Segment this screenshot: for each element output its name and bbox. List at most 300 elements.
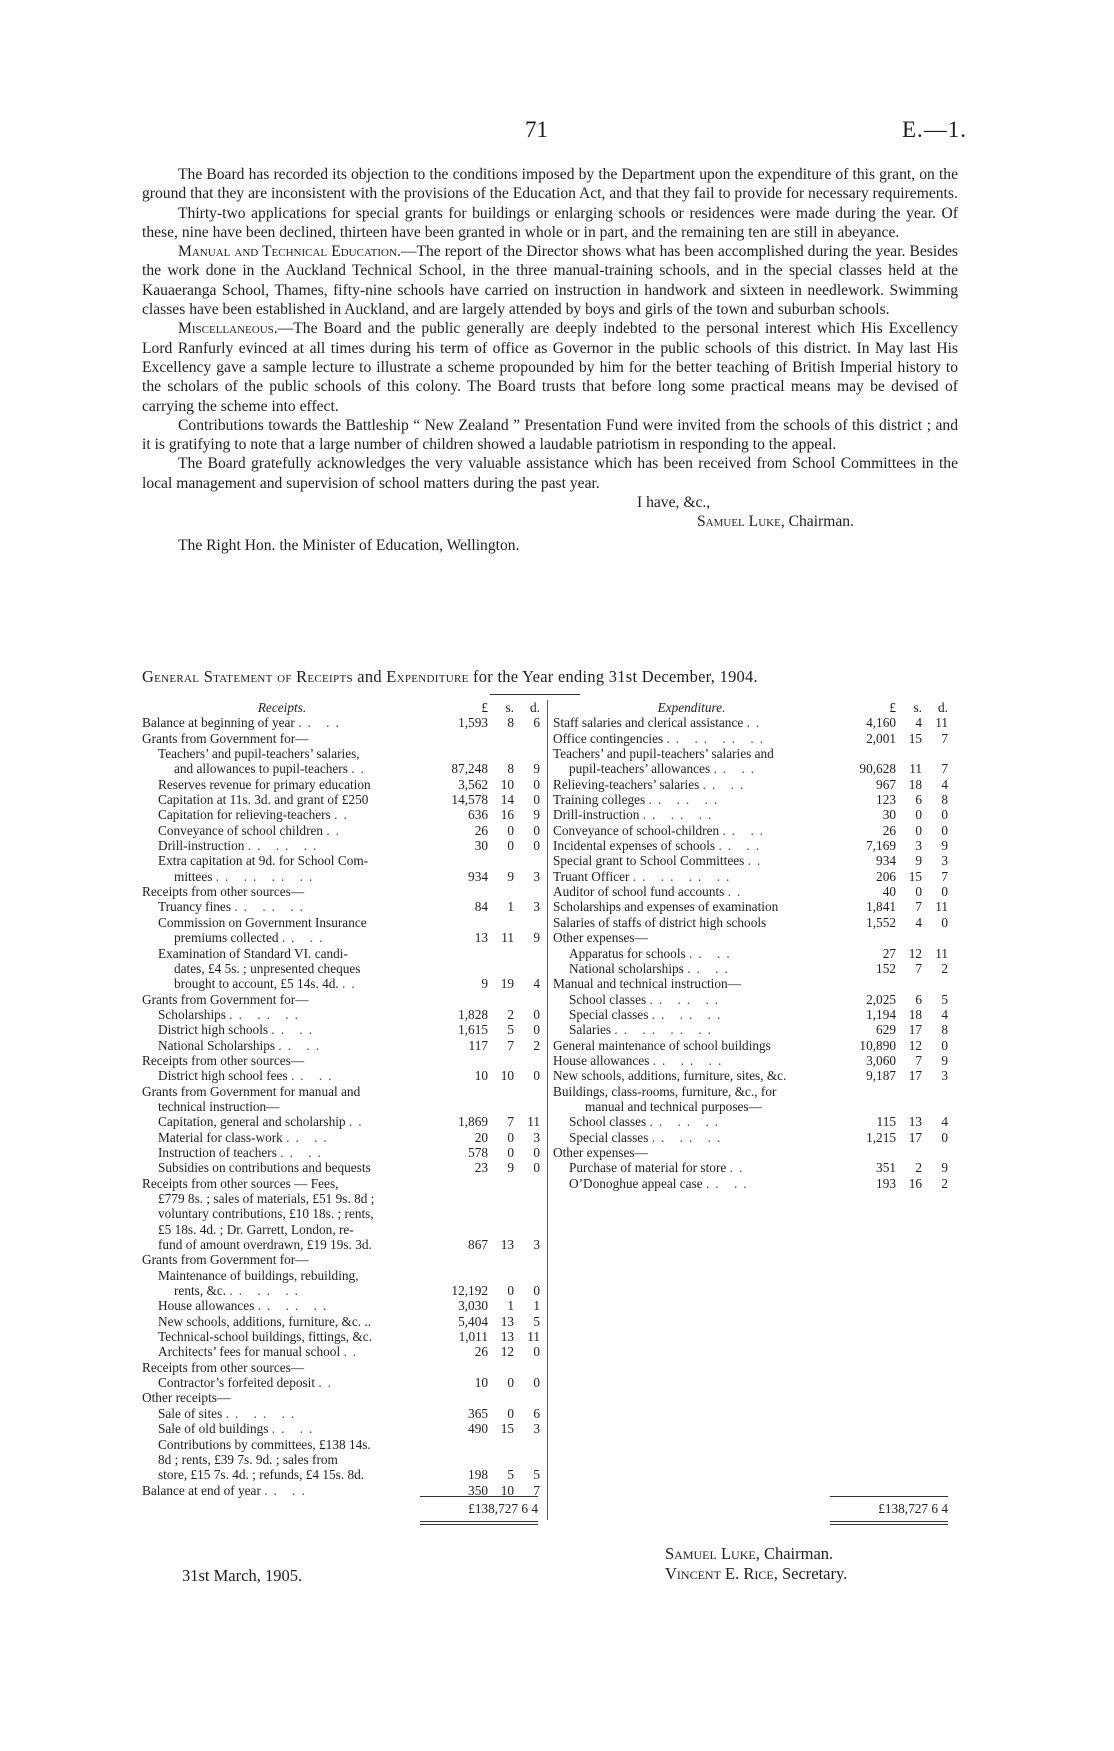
expenditure-shillings: 15 [908, 730, 922, 746]
expenditure-label-text: New schools, additions, furniture, sites, &c. [553, 1068, 787, 1084]
receipt-amount [422, 1421, 540, 1436]
expenditure-leader-dots: .. .. .. [651, 1129, 727, 1145]
expenditure-label [553, 930, 830, 945]
receipt-label [142, 1360, 422, 1375]
receipt-row [142, 1007, 540, 1022]
expenditure-pence: 4 [941, 1006, 948, 1022]
expenditure-pounds: 27 [882, 945, 896, 961]
receipt-label-text: mittees [174, 868, 213, 884]
receipt-leader-dots: .. .. [271, 1022, 319, 1038]
report-body [142, 165, 958, 555]
expenditure-row [553, 1145, 948, 1160]
receipt-label-text: Capitation for relieving-teachers [158, 807, 331, 823]
expenditure-leader-dots: .. [747, 853, 767, 869]
receipt-pounds: 12,192 [451, 1283, 488, 1299]
closing-have: I have, &c., [637, 494, 711, 512]
expenditure-shillings: 17 [908, 1022, 922, 1038]
receipt-row [142, 1406, 540, 1421]
expenditure-amount [830, 1160, 948, 1175]
receipt-label-text: Receipts from other sources — Fees, [142, 1175, 339, 1191]
receipt-pence: 2 [533, 1037, 540, 1053]
expenditure-label-text: National scholarships [569, 960, 684, 976]
expenditure-label-text: Apparatus for schools [569, 945, 686, 961]
expenditure-amount [830, 700, 948, 715]
receipt-row [142, 1222, 540, 1237]
receipt-label [142, 1283, 422, 1298]
receipt-shillings: 15 [500, 1421, 514, 1437]
receipt-row [142, 1375, 540, 1390]
receipt-label-text: Technical-school buildings, fittings, &c. [158, 1329, 372, 1345]
expenditure-shillings: 0 [915, 807, 922, 823]
receipt-row [142, 1038, 540, 1053]
receipt-pence: 0 [533, 792, 540, 808]
receipt-row [142, 961, 540, 976]
receipt-pence: 0 [533, 822, 540, 838]
receipt-row [142, 1268, 540, 1283]
receipt-label [142, 715, 422, 730]
receipt-label [142, 1483, 422, 1498]
expenditure-pounds: £ [889, 700, 896, 715]
receipts-total-value: £138,727 6 4 [468, 1501, 538, 1516]
document-reference: E.—1. [902, 117, 968, 142]
receipt-shillings: 9 [507, 868, 514, 884]
receipt-row [142, 838, 540, 853]
receipt-pounds: 9 [481, 976, 488, 992]
receipt-label-text: Grants from Government for manual and [142, 1083, 361, 1099]
receipt-pounds: 117 [468, 1037, 488, 1053]
expenditure-row [553, 1099, 948, 1114]
receipt-leader-dots: .. .. [286, 1129, 333, 1145]
receipt-pence: 5 [533, 1313, 540, 1329]
receipt-row [142, 976, 540, 991]
expenditure-amount [830, 792, 948, 807]
receipt-pounds: 1,869 [458, 1114, 488, 1130]
expenditure-label [553, 961, 830, 976]
receipt-label [142, 1298, 422, 1313]
expenditure-row [553, 823, 948, 838]
receipt-pounds: 5,404 [458, 1313, 488, 1329]
receipt-label [142, 761, 422, 776]
expenditure-label-text: Special classes [569, 1129, 649, 1145]
expenditure-row [553, 1007, 948, 1022]
receipt-shillings: 8 [507, 761, 514, 777]
receipt-pence: 0 [533, 1283, 540, 1299]
expenditure-row [553, 946, 948, 961]
expenditure-label [553, 807, 830, 822]
expenditure-label [553, 1068, 830, 1083]
expenditure-pence: 7 [941, 761, 948, 777]
receipt-label-text: Drill-instruction [158, 838, 245, 854]
expenditure-row [553, 930, 948, 945]
expenditure-pence: 11 [935, 945, 948, 961]
expenditure-label [553, 838, 830, 853]
receipt-leader-dots: .. .. .. [234, 899, 309, 915]
receipt-label [142, 1160, 422, 1175]
receipt-label [142, 915, 422, 930]
expenditure-row [553, 761, 948, 776]
receipt-amount [422, 777, 540, 792]
receipt-pence: 6 [533, 715, 540, 731]
receipt-shillings: 16 [500, 807, 514, 823]
expenditure-amount [830, 1007, 948, 1022]
receipt-leader-dots: .. .. [290, 1068, 338, 1084]
expenditure-leader-dots: .. [727, 884, 747, 900]
expenditure-shillings: 4 [915, 715, 922, 731]
expenditure-row [553, 961, 948, 976]
expenditure-pounds: 3,060 [866, 1052, 896, 1068]
paragraph-committees: The Board gratefully acknowledges the very valuable assistance which has been received from School Committees in the local management and supervision of school matters during the past year. [142, 455, 958, 492]
expenditure-amount [830, 1053, 948, 1068]
receipt-amount [422, 1467, 540, 1482]
receipt-shillings: 0 [507, 822, 514, 838]
receipt-pounds: 490 [468, 1421, 488, 1437]
expenditure-shillings: 17 [908, 1129, 922, 1145]
receipt-leader-dots: .. [343, 1344, 363, 1360]
receipt-label-text: £779 8s. ; sales of materials, £51 9s. 8d ; [158, 1191, 375, 1206]
receipt-row [142, 899, 540, 914]
expenditure-row [553, 777, 948, 792]
expenditure-row [553, 792, 948, 807]
receipt-leader-dots: .. [348, 1114, 368, 1130]
expenditure-row [553, 869, 948, 884]
receipt-pence: 9 [533, 930, 540, 946]
receipt-row [142, 1176, 540, 1191]
receipt-pence: 0 [533, 838, 540, 854]
receipt-label [142, 838, 422, 853]
receipt-label [142, 1099, 422, 1114]
receipt-row [142, 715, 540, 730]
expenditure-label-text: Manual and technical instruction— [553, 976, 741, 992]
expenditure-leader-dots: .. .. [705, 1175, 753, 1191]
expenditure-label-text: Scholarships and expenses of examination [553, 899, 779, 915]
expenditure-leader-dots: .. [746, 715, 766, 731]
receipt-row [142, 1437, 540, 1452]
expenditure-leader-dots: .. .. .. .. [632, 868, 736, 884]
expenditure-row [553, 1130, 948, 1145]
receipt-label-text: Material for class-work [158, 1129, 283, 1145]
receipt-row [142, 1452, 540, 1467]
closing-signature [142, 512, 958, 531]
receipt-row [142, 1191, 540, 1206]
expenditure-row [553, 1068, 948, 1083]
receipt-shillings: s. [505, 700, 514, 715]
expenditure-row [553, 976, 948, 991]
paragraph-misc [142, 319, 958, 415]
receipt-pence: 0 [533, 1375, 540, 1391]
paragraph-battleship: Contributions towards the Battleship “ New Zealand ” Presentation Fund were invited from the schools of this district ; and it is gratifying to note that a large number of children showed a laudable patriotism in responding to the appeal. [142, 416, 958, 454]
expenditure-shillings: 17 [908, 1068, 922, 1084]
receipt-label [142, 1222, 422, 1237]
receipt-shillings: 9 [507, 1160, 514, 1176]
receipt-row [142, 1467, 540, 1482]
expenditure-shillings: 13 [908, 1114, 922, 1130]
receipt-pence: 0 [533, 1068, 540, 1084]
expenditure-amount [830, 1114, 948, 1129]
receipt-label [142, 1406, 422, 1421]
misc-heading: Miscellaneous. [178, 320, 278, 338]
expenditure-label [553, 700, 830, 715]
receipt-row [142, 746, 540, 761]
receipt-label-text: rents, &c. [174, 1283, 227, 1299]
receipt-pounds: 10 [474, 1375, 488, 1391]
receipt-row [142, 1252, 540, 1267]
report-date: 31st March, 1905. [182, 1566, 303, 1585]
receipt-label [142, 1268, 422, 1283]
receipt-label [142, 992, 422, 1007]
receipt-label-text: 8d ; rents, £39 7s. 9d. ; sales from [158, 1451, 338, 1467]
expenditure-label-text: Conveyance of school-children [553, 822, 720, 838]
expenditure-label [553, 731, 830, 746]
manual-text: —The report of the Director shows what has been accomplished during the year. Besides the work done in the Auckland Technical School, in the three manual-training schools, and in the special classes held at the Kauaeranga School, Thames, fifty-nine schools have carried on instruction in handwork and sixteen in needlework. Swimming classes have been established in Auckland, and are largely attended by boys and girls of the town and suburban schools. [142, 243, 958, 319]
expenditure-leader-dots: .. .. [702, 776, 750, 792]
closing-addressee: The Right Hon. the Minister of Education, Wellington. [178, 536, 520, 554]
expenditure-pounds: 1,215 [866, 1129, 896, 1145]
receipt-row [142, 1084, 540, 1099]
receipt-label [142, 792, 422, 807]
receipt-pence: 9 [533, 807, 540, 823]
expenditure-label-text: Other expenses— [553, 930, 648, 946]
expenditure-pence: 8 [941, 1022, 948, 1038]
receipt-shillings: 12 [500, 1344, 514, 1360]
receipt-pounds: 26 [474, 1344, 488, 1360]
receipt-leader-dots: .. .. .. [257, 1298, 333, 1314]
expenditure-row [553, 915, 948, 930]
expenditure-pounds: 152 [876, 960, 896, 976]
receipt-amount [422, 1130, 540, 1145]
expenditure-leader-dots: .. .. .. [652, 1052, 728, 1068]
receipt-header-row [142, 700, 540, 715]
receipt-pounds: 84 [474, 899, 488, 915]
expenditure-pounds: 934 [876, 853, 896, 869]
receipt-label [142, 746, 422, 761]
receipt-label [142, 731, 422, 746]
expenditure-pounds: 2,025 [866, 991, 896, 1007]
footer-secretary-role: , Secretary. [773, 1564, 848, 1583]
receipt-label [142, 1191, 422, 1206]
receipt-pence: 3 [533, 1129, 540, 1145]
expenditure-pence: 0 [941, 807, 948, 823]
expenditure-pence: d. [938, 700, 948, 715]
expenditure-label [553, 1114, 830, 1129]
expenditure-shillings: s. [913, 700, 922, 715]
receipt-shillings: 1 [507, 899, 514, 915]
receipt-pounds: 87,248 [451, 761, 488, 777]
receipt-shillings: 0 [507, 838, 514, 854]
receipt-shillings: 10 [500, 1482, 514, 1498]
expenditure-amount [830, 1176, 948, 1191]
expenditure-label-text: Buildings, class-rooms, furniture, &c., for [553, 1083, 777, 1099]
receipt-amount [422, 1038, 540, 1053]
expenditure-pence: 4 [941, 1114, 948, 1130]
receipt-pence: 9 [533, 761, 540, 777]
receipt-label-text: Grants from Government for— [142, 1252, 309, 1268]
receipt-shillings: 7 [507, 1037, 514, 1053]
paragraph-applications: Thirty-two applications for special grants for buildings or enlarging schools or residences were made during the year. Of these, nine have been declined, thirteen have been granted in whole or in part, and the remaining ten are still in abeyance. [142, 204, 958, 241]
receipt-pounds: 934 [468, 868, 488, 884]
page-number: 71 [525, 117, 548, 142]
expenditure-leader-dots: .. .. .. [649, 991, 725, 1007]
receipt-row [142, 1390, 540, 1405]
receipt-shillings: 13 [500, 1237, 514, 1253]
receipt-shillings: 5 [507, 1467, 514, 1483]
receipt-amount [422, 1068, 540, 1083]
receipt-amount [422, 715, 540, 730]
receipt-row [142, 1298, 540, 1313]
expenditure-pounds: 2,001 [866, 730, 896, 746]
receipt-label-text: Instruction of teachers [158, 1144, 277, 1160]
receipt-label-text: Other receipts— [142, 1390, 231, 1406]
statement-title-rest: for the Year ending 31st December, 1904. [468, 667, 758, 686]
expenditure-total-value: £138,727 6 4 [878, 1501, 948, 1516]
receipt-row [142, 946, 540, 961]
expenditure-leader-dots: .. .. [713, 761, 761, 777]
receipt-label [142, 1053, 422, 1068]
statement-title [142, 667, 972, 687]
receipt-label [142, 823, 422, 838]
expenditure-label-text: General maintenance of school buildings [553, 1037, 771, 1053]
receipt-row [142, 731, 540, 746]
expenditure-shillings: 18 [908, 1006, 922, 1022]
expenditure-header-row [553, 700, 948, 715]
expenditure-pence: 9 [941, 1160, 948, 1176]
expenditure-shillings: 6 [915, 792, 922, 808]
receipt-label-text: Sale of old buildings [158, 1421, 269, 1437]
receipt-shillings: 10 [500, 776, 514, 792]
receipt-amount [422, 869, 540, 884]
expenditure-pounds: 629 [876, 1022, 896, 1038]
expenditure-shillings: 6 [915, 991, 922, 1007]
receipt-label-text: District high school fees [158, 1068, 288, 1084]
receipt-row [142, 777, 540, 792]
expenditure-row [553, 838, 948, 853]
receipt-label-text: dates, £4 5s. ; unpresented cheques [174, 960, 361, 976]
expenditure-leader-dots: .. .. [687, 960, 734, 976]
expenditure-amount [830, 777, 948, 792]
paragraph-manual [142, 242, 958, 319]
expenditure-total-rule [830, 1496, 948, 1497]
expenditure-pounds: 26 [882, 822, 896, 838]
receipt-label [142, 777, 422, 792]
expenditure-label-text: Special classes [569, 1006, 649, 1022]
expenditure-pounds: 10,890 [859, 1037, 896, 1053]
expenditure-label [553, 992, 830, 1007]
receipt-row [142, 1053, 540, 1068]
receipt-row [142, 884, 540, 899]
expenditure-pence: 7 [941, 730, 948, 746]
receipt-label [142, 946, 422, 961]
expenditure-row [553, 1114, 948, 1129]
receipt-pence: 5 [533, 1467, 540, 1483]
expenditure-pence: 4 [941, 776, 948, 792]
receipt-row [142, 1130, 540, 1145]
expenditure-pence: 2 [941, 960, 948, 976]
expenditure-label-text: Auditor of school fund accounts [553, 884, 725, 900]
expenditure-amount [830, 961, 948, 976]
receipt-label [142, 1084, 422, 1099]
expenditure-label [553, 1160, 830, 1175]
receipt-row [142, 1283, 540, 1298]
receipt-label-text: Receipts from other sources— [142, 884, 305, 900]
expenditure-shillings: 0 [915, 822, 922, 838]
receipt-label [142, 807, 422, 822]
expenditure-amount [830, 946, 948, 961]
expenditure-column [553, 700, 948, 1191]
expenditure-label-text: Relieving-teachers’ salaries [553, 776, 700, 792]
expenditure-pounds: 1,552 [866, 914, 896, 930]
misc-text: —The Board and the public generally are deeply indebted to the personal interest which His Excellency Lord Ranfurly evinced at all times during his term of office as Governor in the public schools of this district. In May last His Excellency gave a sample lecture to illustrate a scheme propounded by him for the better teaching of British Imperial history to the scholars of the public schools of this colony. The Board trusts that before long some practical means may be devised of carrying the scheme into effect. [142, 320, 958, 415]
receipt-row [142, 1160, 540, 1175]
receipt-pounds: 23 [474, 1160, 488, 1176]
expenditure-pence: 0 [941, 914, 948, 930]
expenditure-pence: 8 [941, 792, 948, 808]
receipt-label-text: Subsidies on contributions and bequests [158, 1160, 371, 1176]
expenditure-leader-dots: .. .. [722, 822, 770, 838]
footer-chairman-name: Samuel Luke [665, 1544, 756, 1563]
receipt-row [142, 853, 540, 868]
receipt-label [142, 1114, 422, 1129]
expenditure-label-text: School classes [569, 1114, 647, 1130]
expenditure-label-text: Incidental expenses of schools [553, 838, 716, 854]
receipt-shillings: 5 [507, 1022, 514, 1038]
receipt-leader-dots: .. .. .. [247, 838, 323, 854]
receipt-pence: 0 [533, 1144, 540, 1160]
receipt-amount [422, 899, 540, 914]
receipt-label [142, 1007, 422, 1022]
receipt-shillings: 0 [507, 1405, 514, 1421]
expenditure-label [553, 746, 830, 761]
expenditure-amount [830, 1038, 948, 1053]
receipt-leader-dots: .. [351, 761, 370, 777]
receipt-label-text: Receipts. [257, 700, 307, 715]
expenditure-pounds: 1,194 [866, 1006, 896, 1022]
expenditure-label [553, 946, 830, 961]
receipt-label [142, 1176, 422, 1191]
receipt-pence: d. [530, 700, 540, 715]
expenditure-shillings: 16 [908, 1175, 922, 1191]
expenditure-shillings: 7 [915, 899, 922, 915]
expenditure-label [553, 715, 830, 730]
receipt-label-text: Teachers’ and pupil-teachers’ salaries, [158, 746, 360, 762]
expenditure-row [553, 715, 948, 730]
expenditure-pounds: 967 [876, 776, 896, 792]
receipts-total-double-rule [420, 1521, 538, 1525]
expenditure-label [553, 1084, 830, 1099]
expenditure-label-text: Special grant to School Committees [553, 853, 745, 869]
receipt-leader-dots: .. .. .. [229, 1006, 304, 1022]
receipt-label-text: Balance at beginning of year [142, 715, 295, 731]
expenditure-pence: 0 [941, 1037, 948, 1053]
receipt-shillings: 19 [500, 976, 514, 992]
expenditure-row [553, 746, 948, 761]
expenditure-label [553, 1176, 830, 1191]
expenditure-pounds: 115 [876, 1114, 896, 1130]
expenditure-row [553, 992, 948, 1007]
expenditure-amount [830, 807, 948, 822]
expenditure-label-text: manual and technical purposes— [585, 1098, 762, 1114]
receipt-pounds: 20 [474, 1129, 488, 1145]
expenditure-amount [830, 1068, 948, 1083]
receipt-label-text: store, £15 7s. 4d. ; refunds, £4 15s. 8d. [158, 1467, 365, 1483]
receipt-amount [422, 1114, 540, 1129]
receipt-label-text: and allowances to pupil-teachers [174, 761, 348, 777]
receipt-label-text: premiums collected [174, 930, 279, 946]
expenditure-amount [830, 823, 948, 838]
expenditure-label [553, 853, 830, 868]
receipt-label [142, 700, 422, 715]
expenditure-pence: 9 [941, 838, 948, 854]
expenditure-row [553, 1176, 948, 1191]
receipt-label-text: Commission on Government Insurance [158, 914, 367, 930]
